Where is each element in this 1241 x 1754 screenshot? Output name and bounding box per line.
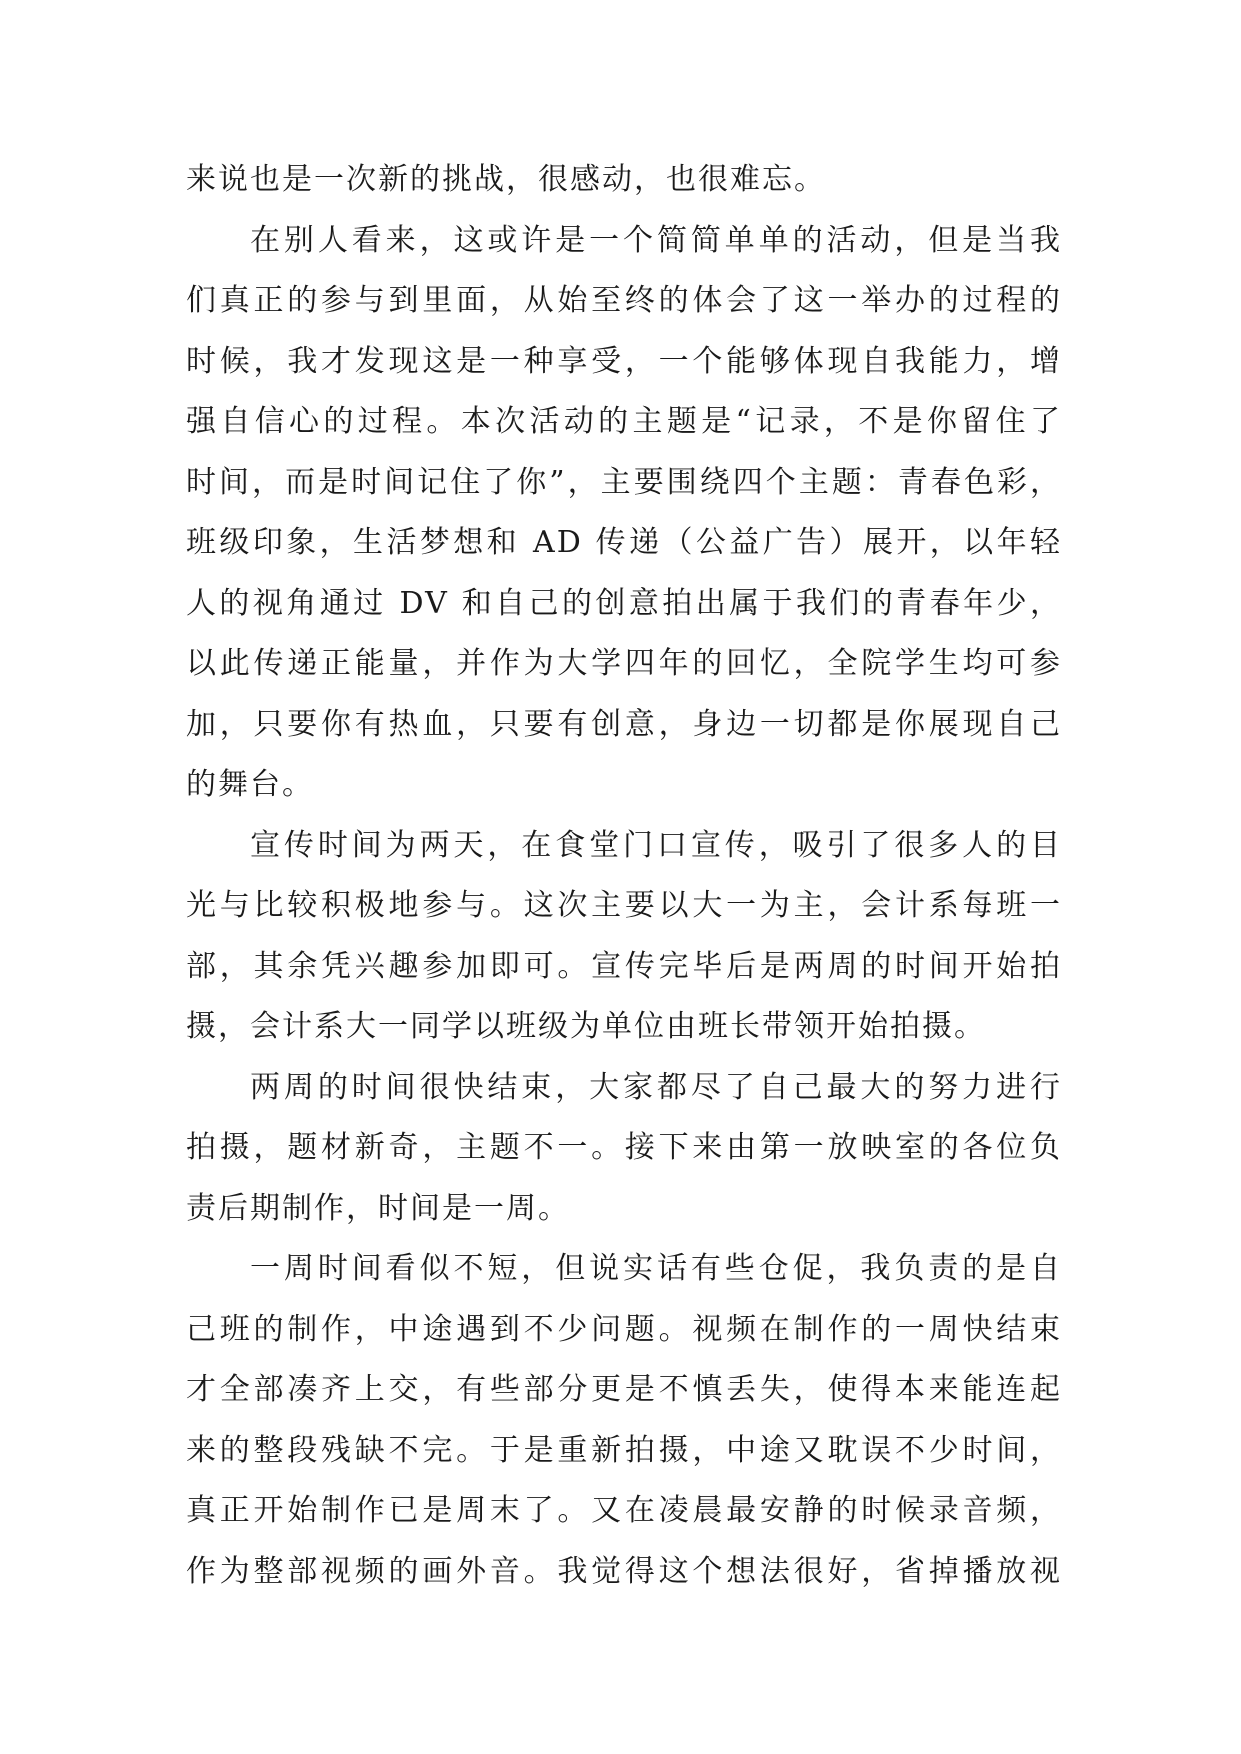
text-line: 时间，而是时间记住了你”，主要围绕四个主题：青春色彩， <box>186 464 1062 500</box>
text-line: 强自信心的过程。本次活动的主题是“记录，不是你留住了 <box>186 404 1062 439</box>
text-line: 加，只要你有热血，只要有创意，身边一切都是你展现自己 <box>186 706 1062 742</box>
paragraph-last-line: 摄，会计系大一同学以班级为单位由班长带领开始拍摄。 <box>186 1009 986 1044</box>
text-line: 以此传递正能量，并作为大学四年的回忆，全院学生均可参 <box>186 646 1062 681</box>
paragraph-first-line: 宣传时间为两天，在食堂门口宣传，吸引了很多人的目 <box>250 827 1062 863</box>
text-line: 班级印象，生活梦想和 AD 传递（公益广告）展开，以年轻 <box>186 525 1062 560</box>
text-line: 部，其余凭兴趣参加即可。宣传完毕后是两周的时间开始拍 <box>186 948 1062 984</box>
paragraph-first-line: 两周的时间很快结束，大家都尽了自己最大的努力进行 <box>250 1069 1062 1105</box>
paragraph-first-line: 在别人看来，这或许是一个简简单单的活动，但是当我 <box>250 222 1062 258</box>
paragraph-last-line: 责后期制作，时间是一周。 <box>186 1190 570 1226</box>
text-line: 拍摄，题材新奇，主题不一。接下来由第一放映室的各位负 <box>186 1130 1062 1165</box>
text-line: 真正开始制作已是周末了。又在凌晨最安静的时候录音频， <box>186 1493 1062 1528</box>
text-line: 己班的制作，中途遇到不少问题。视频在制作的一周快结束 <box>186 1311 1062 1347</box>
text-line: 来的整段残缺不完。于是重新拍摄，中途又耽误不少时间， <box>186 1432 1062 1468</box>
text-line: 时候，我才发现这是一种享受，一个能够体现自我能力，增 <box>186 343 1062 379</box>
text-line: 才全部凑齐上交，有些部分更是不慎丢失，使得本来能连起 <box>186 1372 1062 1407</box>
text-line: 人的视角通过 DV 和自己的创意拍出属于我们的青春年少， <box>186 585 1062 621</box>
text-line: 们真正的参与到里面，从始至终的体会了这一举办的过程的 <box>186 283 1062 318</box>
text-line: 来说也是一次新的挑战，很感动，也很难忘。 <box>186 162 826 197</box>
paragraph-first-line: 一周时间看似不短，但说实话有些仓促，我负责的是自 <box>250 1251 1062 1286</box>
text-line: 作为整部视频的画外音。我觉得这个想法很好，省掉播放视 <box>186 1553 1062 1589</box>
body-text <box>186 158 1062 1610</box>
text-line: 光与比较积极地参与。这次主要以大一为主，会计系每班一 <box>186 888 1062 923</box>
paragraph-last-line: 的舞台。 <box>186 767 314 802</box>
